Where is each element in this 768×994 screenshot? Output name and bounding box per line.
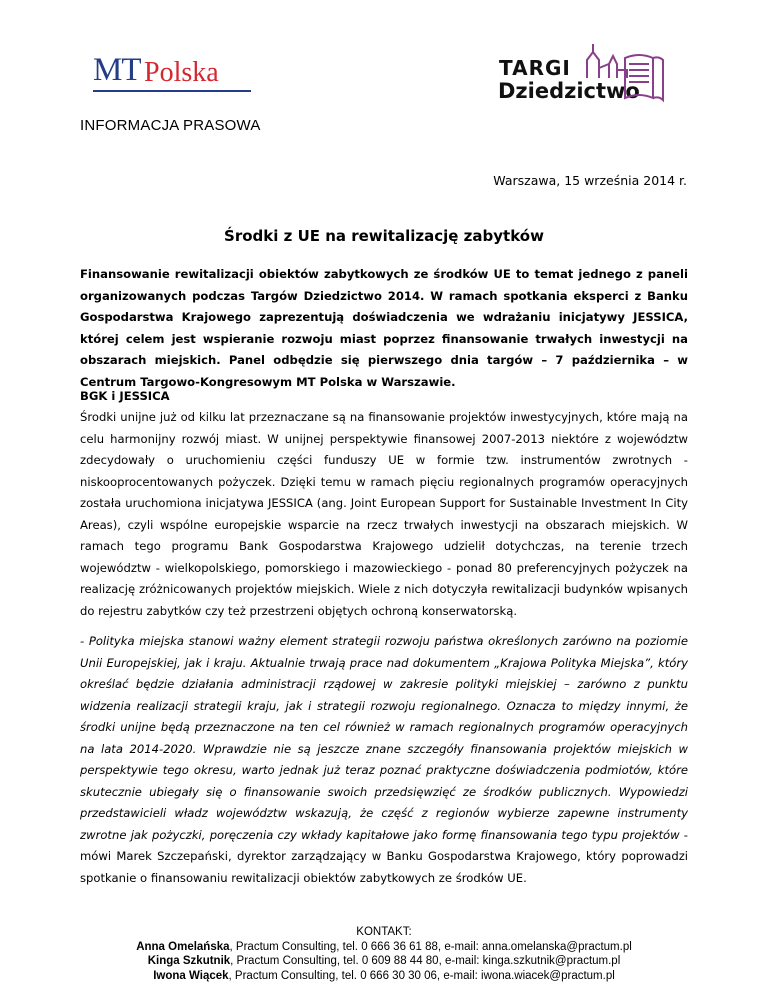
castle-book-icon — [579, 38, 675, 108]
contact-details: , Practum Consulting, tel. 0 609 88 44 80, e-mail: kinga.szkutnik@practum.pl — [230, 955, 621, 967]
targi-dziedzictwo-logo — [497, 38, 677, 108]
section-heading: BGK i JESSICA — [80, 389, 170, 403]
quote-text: - Polityka miejska stanowi ważny element strategii rozwoju państwa określonych zarówno na poziomie Unii Europejskiej, jak i kraju. Aktualnie trwają prace nad dokumentem „Krajowa Polityka Miejska”, który określać będzie działania administracji rządowej w zakresie polityki miejskiej – zarówno z punktu widzenia realizacji strategii kraju, jak i strategii rozwoju regionalnego. Oznacza to między innymi, że środki unijne będą przeznaczone na ten cel również w ramach regionalnych programów operacyjnych na lata 2014-2020. Wprawdzie nie są jeszcze znane szczegóły finansowania projektów miejskich w perspektywie tego okresu, warto jednak już teraz poznać praktyczne doświadczenia podmiotów, które skutecznie ubiegały się o finansowanie swoich przedsięwzięć ze środków publicznych. Wypowiedzi przedstawicieli władz województw wskazują, że część z regionów wybierze zapewne instrumenty zwrotne jak pożyczki, poręczenia czy wkłady kapitałowe jako formę finansowania tego typu projektów — [80, 634, 688, 842]
lead-paragraph: Finansowanie rewitalizacji obiektów zabytkowych ze środków UE to temat jednego z paneli organizowanych podczas Targów Dziedzictwo 2014. W ramach spotkania eksperci z Banku Gospodarstwa Krajowego zaprezentują doświadczenia we wdrażaniu inicjatywy JESSICA, której celem jest wspieranie rozwoju miast poprzez finansowanie trwałych inwestycji na obszarach miejskich. Panel odbędzie się pierwszego dnia targów – 7 października – w Centrum Targowo-Kongresowym MT Polska w Warszawie. — [80, 267, 688, 389]
document-type-label: INFORMACJA PRASOWA — [80, 117, 261, 134]
contact-heading: KONTAKT: — [356, 926, 412, 938]
body-paragraph: Środki unijne już od kilku lat przeznaczane są na finansowanie projektów inwestycyjnych, które mają na celu harmonijny rozwój miast. W unijnej perspektywie finansowej 2007-2013 niektóre z województw zdecydowały o uruchomieniu części funduszy UE w formie tzw. instrumentów zwrotnych - niskooprocentowanych pożyczek. Dzięki temu w ramach pięciu regionalnych programów operacyjnych została uruchomiona inicjatywa JESSICA (ang. Joint European Support for Sustainable Investment In City Areas), czyli wspólne europejskie wsparcie na rzecz trwałych inwestycji na obszarach miejskich. W ramach tego programu Bank Gospodarstwa Krajowego udzielił dotychczas, na terenie trzech województw - wielkopolskiego, pomorskiego i mazowieckiego - ponad 80 preferencyjnych pożyczek na realizację zróżnicowanych projektów miejskich. Wiele z nich dotyczyła rewitalizacji budynków wpisanych do rejestru zabytków czy też przestrzeni objętych ochroną konserwatorską. — [80, 410, 688, 618]
contact-person — [0, 954, 768, 969]
article-title: Środki z UE na rewitalizację zabytków — [224, 227, 544, 245]
contact-name: Iwona Wiącek — [153, 969, 229, 982]
logo-targi-text: TARGI — [499, 56, 571, 80]
contact-details: , Practum Consulting, tel. 0 666 36 61 88, e-mail: anna.omelanska@practum.pl — [229, 940, 632, 953]
contact-name: Anna Omelańska — [136, 940, 230, 953]
mt-polska-logo — [93, 50, 253, 98]
quote-paragraph — [80, 631, 688, 889]
logo-underline — [93, 90, 251, 92]
contact-block — [0, 925, 768, 983]
quote-attribution: - mówi Marek Szczepański, dyrektor zarządzający w Banku Gospodarstwa Krajowego, który poprowadzi spotkanie o finansowaniu rewitalizacji obiektów zabytkowych ze środków UE. — [80, 827, 688, 885]
date-line: Warszawa, 15 września 2014 r. — [493, 173, 687, 188]
contact-person — [0, 969, 768, 984]
contact-details: , Practum Consulting, tel. 0 666 30 30 06, e-mail: iwona.wiacek@practum.pl — [228, 969, 615, 982]
logo-polska-text: Polska — [144, 57, 219, 88]
logo-mt-text: MT — [93, 52, 141, 88]
contact-name: Kinga Szkutnik — [147, 955, 231, 967]
logo-dziedzictwo-text: Dziedzictwo — [498, 79, 640, 103]
contact-person — [0, 940, 768, 955]
